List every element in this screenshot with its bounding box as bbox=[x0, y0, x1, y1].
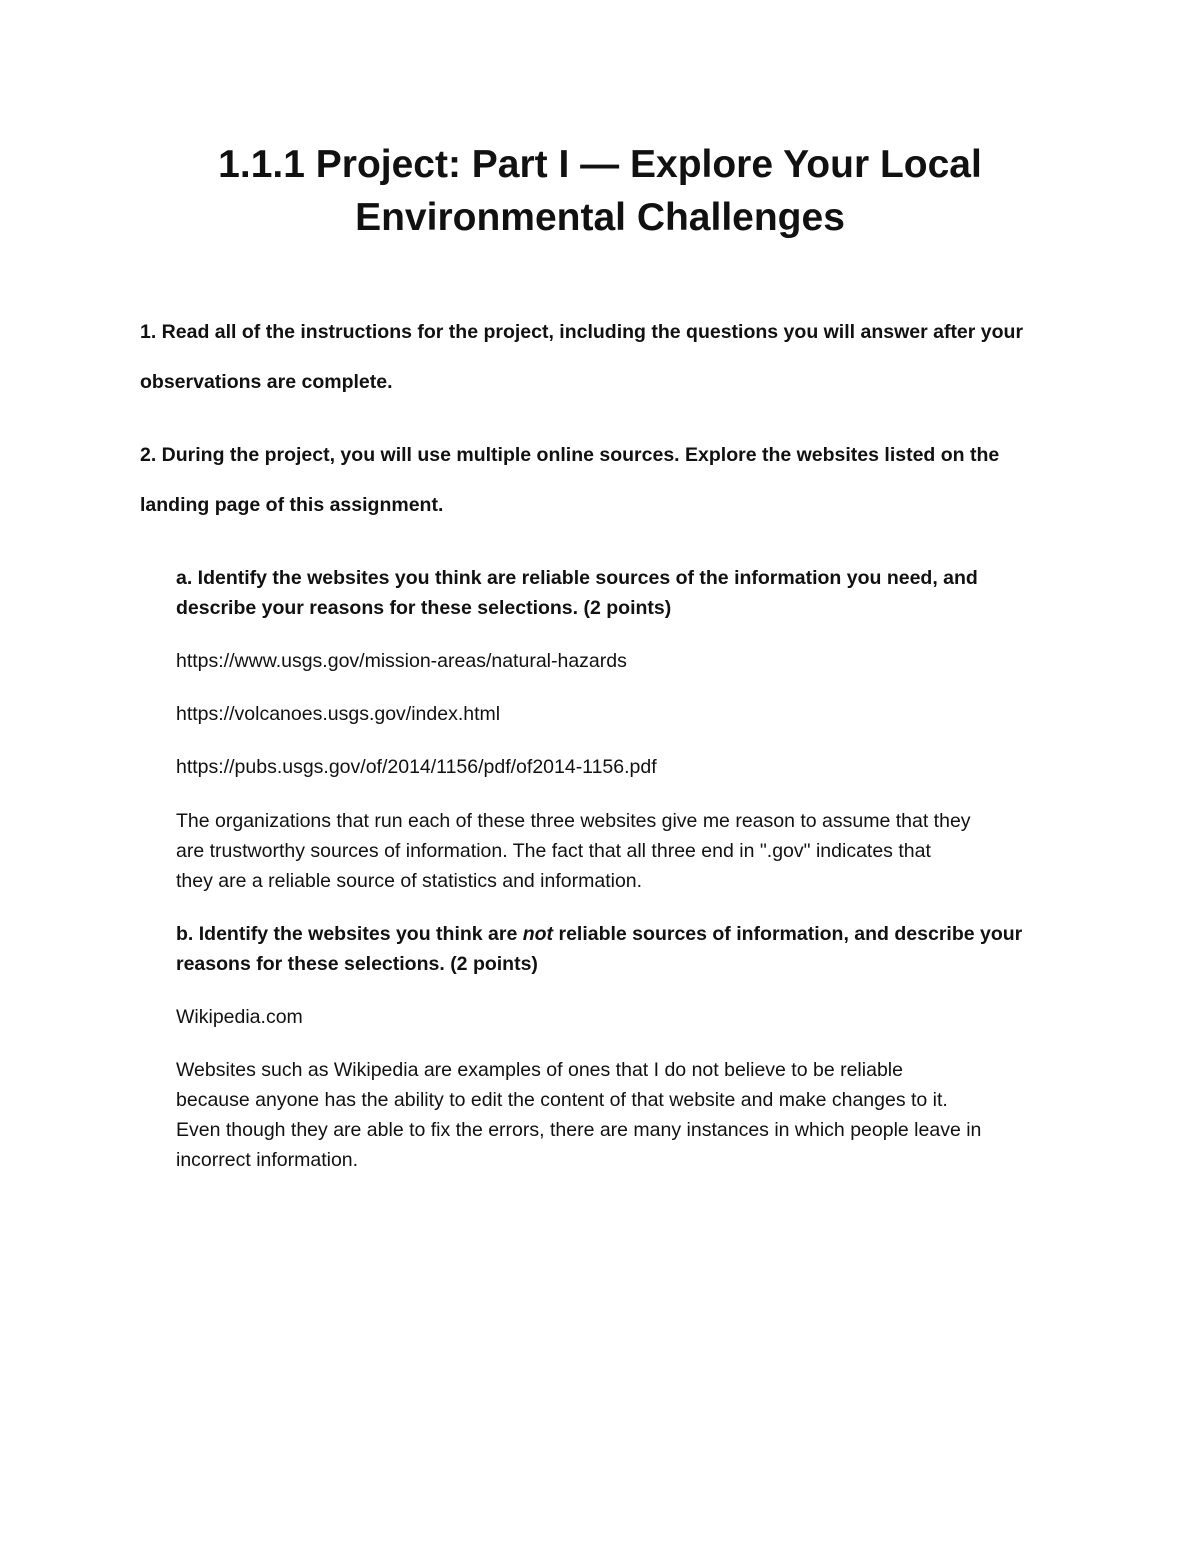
title-line-1: 1.1.1 Project: Part I — Explore Your Local bbox=[218, 143, 982, 186]
part-a-answer bbox=[176, 806, 1076, 896]
unreliable-site: Wikipedia.com bbox=[176, 1006, 303, 1028]
reliable-link-2: https://volcanoes.usgs.gov/index.html bbox=[176, 703, 501, 725]
part-b-answer bbox=[176, 1055, 1076, 1175]
part-b-line-1-end: reliable sources of information, and describe your bbox=[553, 923, 1023, 945]
part-a-line-2: describe your reasons for these selections. (2 points) bbox=[176, 597, 672, 619]
title-line-2: Environmental Challenges bbox=[355, 196, 845, 239]
part-a-prompt bbox=[176, 563, 1076, 623]
part-b-answer-line-4: incorrect information. bbox=[176, 1149, 359, 1171]
part-b-line-1-start: b. Identify the websites you think are bbox=[176, 923, 523, 945]
part-a-line-1: a. Identify the websites you think are reliable sources of the information you need, and bbox=[176, 567, 978, 589]
part-b-answer-line-3: Even though they are able to fix the errors, there are many instances in which people leave in bbox=[176, 1119, 982, 1141]
part-b-line-2: reasons for these selections. (2 points) bbox=[176, 953, 538, 975]
question-1-line-1: 1. Read all of the instructions for the project, including the questions you will answer after your bbox=[140, 321, 1024, 343]
part-a-answer-line-1: The organizations that run each of these three websites give me reason to assume that they bbox=[176, 810, 971, 832]
part-b-answer-line-1: Websites such as Wikipedia are examples of ones that I do not believe to be reliable bbox=[176, 1059, 903, 1081]
part-b-answer-line-2: because anyone has the ability to edit the content of that website and make changes to it. bbox=[176, 1089, 948, 1111]
part-b-line-1-emphasis: not bbox=[522, 923, 554, 945]
reliable-link-1: https://www.usgs.gov/mission-areas/natural-hazards bbox=[176, 650, 627, 672]
part-a-answer-line-2: are trustworthy sources of information. The fact that all three end in ".gov" indicates that bbox=[176, 840, 931, 862]
question-1-line-2: observations are complete. bbox=[140, 371, 393, 393]
document-title bbox=[100, 138, 1100, 244]
part-b-prompt bbox=[176, 919, 1076, 979]
question-2-line-1: 2. During the project, you will use multiple online sources. Explore the websites listed on the bbox=[140, 444, 1000, 466]
question-2 bbox=[140, 430, 1100, 530]
question-2-line-2: landing page of this assignment. bbox=[140, 494, 444, 516]
part-a-answer-line-3: they are a reliable source of statistics and information. bbox=[176, 870, 643, 892]
reliable-link-3: https://pubs.usgs.gov/of/2014/1156/pdf/of2014-1156.pdf bbox=[176, 756, 657, 778]
question-1 bbox=[140, 307, 1100, 407]
